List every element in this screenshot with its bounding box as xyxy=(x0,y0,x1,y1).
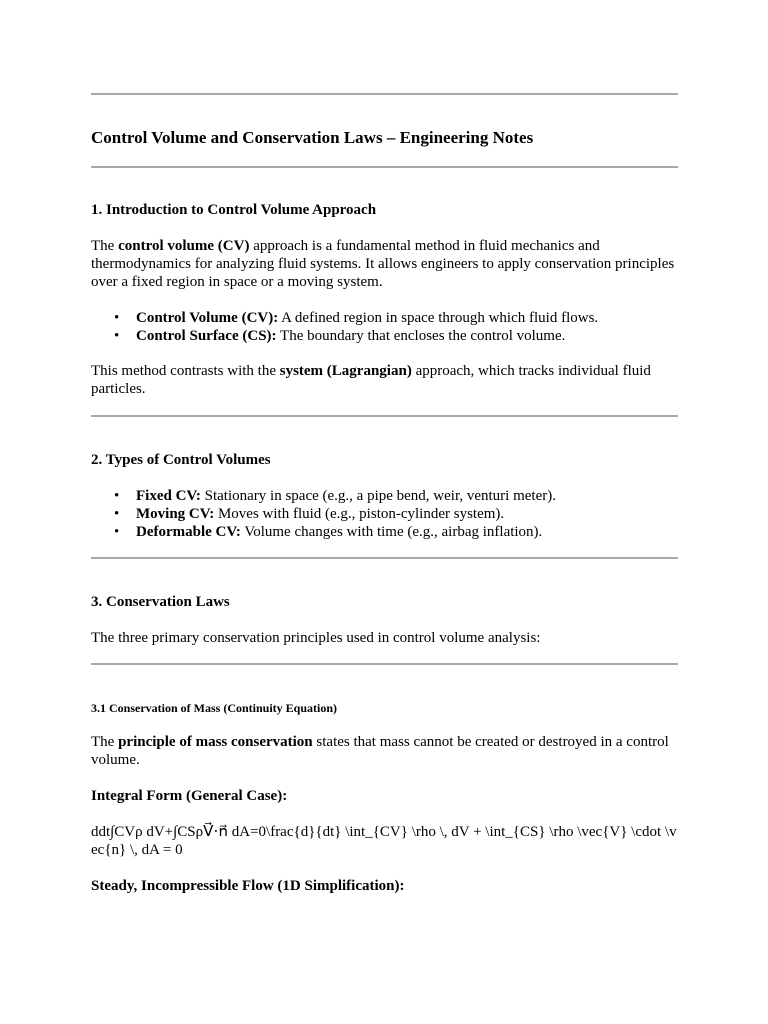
integral-form-label: Integral Form (General Case): xyxy=(91,788,288,804)
page-title: Control Volume and Conservation Laws – Engineering Notes xyxy=(91,128,534,147)
text: This method contrasts with the xyxy=(91,363,280,379)
paragraph xyxy=(91,877,681,895)
bold-term: Fixed CV: xyxy=(136,488,201,504)
list-item xyxy=(91,327,681,345)
bold-term: Moving CV: xyxy=(136,506,215,522)
section-3-1 xyxy=(91,699,681,717)
section-2 xyxy=(91,451,681,469)
bullet-list xyxy=(91,487,681,541)
text: The boundary that encloses the control volume. xyxy=(276,328,566,344)
text: The xyxy=(91,238,119,254)
text: Volume changes with time (e.g., airbag inflation). xyxy=(240,524,543,540)
text: Stationary in space (e.g., a pipe bend, weir, venturi meter). xyxy=(200,488,556,504)
paragraph xyxy=(91,733,681,769)
list-item xyxy=(91,309,681,327)
text: approach is a fundamental method in fluid mechanics and thermodynamics for analyzing fluid systems. It allows engineers to apply conservation principles over a fixed region in space or a moving system. xyxy=(91,238,675,290)
paragraph xyxy=(91,362,681,398)
horizontal-rule xyxy=(91,663,678,665)
section-1-paragraph-2 xyxy=(91,362,681,398)
title-block xyxy=(91,128,681,148)
text: Moves with fluid (e.g., piston-cylinder system). xyxy=(214,506,505,522)
text: A defined region in space through which fluid flows. xyxy=(278,310,599,326)
section-2-bullets xyxy=(91,487,681,541)
horizontal-rule xyxy=(91,93,678,95)
bold-term: system (Lagrangian) xyxy=(279,363,412,379)
steady-flow-label: Steady, Incompressible Flow (1D Simplification): xyxy=(91,878,405,894)
paragraph xyxy=(91,787,681,805)
integral-form-label-block xyxy=(91,787,681,805)
text: approach, which tracks individual fluid particles. xyxy=(91,363,651,397)
list-item xyxy=(91,523,681,541)
section-heading: 1. Introduction to Control Volume Approach xyxy=(91,202,377,218)
section-heading: 3. Conservation Laws xyxy=(91,594,230,610)
section-1-bullets xyxy=(91,309,681,345)
steady-flow-label-block xyxy=(91,877,681,895)
section-3 xyxy=(91,593,681,611)
section-3-1-paragraph xyxy=(91,733,681,769)
horizontal-rule xyxy=(91,415,678,417)
text: The xyxy=(91,734,119,750)
section-3-intro xyxy=(91,629,681,647)
paragraph xyxy=(91,237,681,291)
list-item xyxy=(91,487,681,505)
paragraph: The three primary conservation principles used in control volume analysis: xyxy=(91,630,541,646)
section-heading: 2. Types of Control Volumes xyxy=(91,452,271,468)
continuity-equation: ddt∫CVρ dV+∫CSρV⃗⋅n⃗ dA=0\frac{d}{dt} \int_{CV} \rho \, dV + \int_{CS} \rho \vec{V} \cdot \vec{n} \, dA = 0 xyxy=(91,824,677,858)
bold-term: Deformable CV: xyxy=(136,524,241,540)
section-1-paragraph xyxy=(91,237,681,291)
text: states that mass cannot be created or destroyed in a control volume. xyxy=(91,734,669,768)
bold-term: Control Surface (CS): xyxy=(136,328,277,344)
horizontal-rule xyxy=(91,166,678,168)
bold-term: principle of mass conservation xyxy=(118,734,313,750)
bullet-list xyxy=(91,309,681,345)
bold-term: Control Volume (CV): xyxy=(136,310,279,326)
bold-term: control volume (CV) xyxy=(118,238,250,254)
section-1 xyxy=(91,201,681,219)
list-item xyxy=(91,505,681,523)
horizontal-rule xyxy=(91,557,678,559)
subsection-heading: 3.1 Conservation of Mass (Continuity Equation) xyxy=(91,701,338,715)
equation-block xyxy=(91,823,681,859)
